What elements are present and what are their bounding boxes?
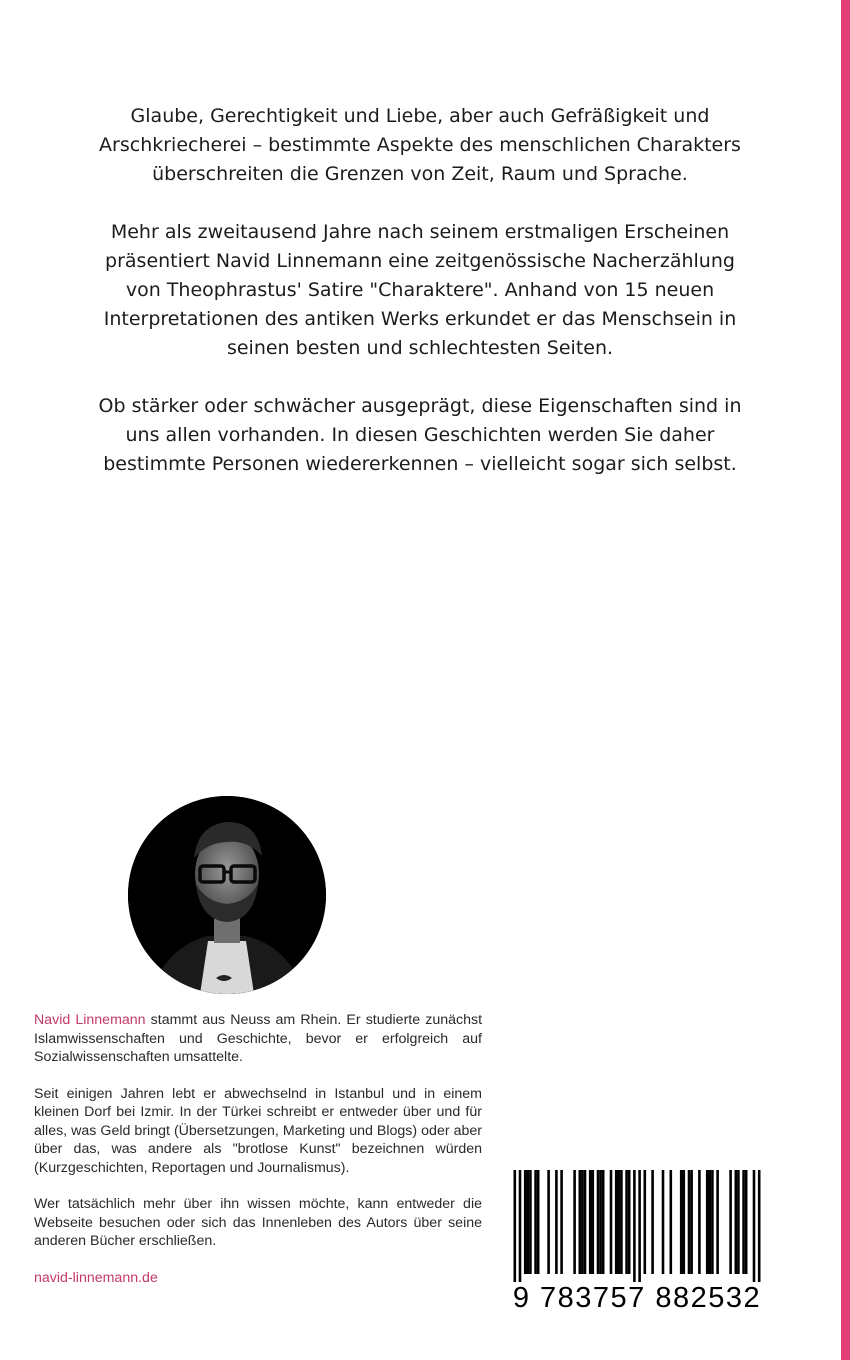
barcode-bar [519,1170,522,1282]
bio-paragraph-1 [34,1011,482,1067]
barcode-bar [683,1170,686,1274]
blurb-paragraph-3: Ob stärker oder schwächer ausgeprägt, diese Eigenschaften sind in uns allen vorhanden. In diesen Geschichten werden Sie daher bestimmte Personen wiedererkennen – vielleicht sogar sich selbst. [98,395,742,475]
barcode-bar [716,1170,719,1274]
barcode-bar [610,1170,613,1274]
barcode-bar [709,1170,712,1274]
barcode-bar [638,1170,641,1282]
author-portrait [128,796,326,994]
blurb-paragraph-2: Mehr als zweitausend Jahre nach seinem erstmaligen Erscheinen präsentiert Navid Linnemann eine zeitgenössische Nacherzählung von Theophrastus' Satire "Charaktere". Anhand von 15 neuen Interpretationen des antiken Werks erkundet er das Menschsein in seinen besten und schlechtesten Seiten. [103,221,737,359]
barcode-bar [711,1170,714,1274]
barcode-bar [618,1170,621,1274]
barcode-bar [758,1170,761,1282]
barcode-bar [581,1170,584,1274]
barcode-bar [573,1170,576,1274]
barcode-bar [690,1170,693,1274]
barcode-bars [504,1170,770,1282]
barcode-bar [644,1170,647,1274]
barcode-bar [745,1170,748,1274]
barcode-bar [670,1170,673,1274]
barcode-bar [706,1170,709,1274]
barcode-bar [698,1170,701,1274]
barcode-bar [742,1170,745,1274]
isbn-barcode [504,1170,770,1316]
barcode-bar [753,1170,756,1282]
barcode-bar [537,1170,540,1274]
bio-paragraph-1-text: stammt aus Neuss am Rhein. Er studierte zunächst Islamwissenschaften und Geschichte, bevor er erfolgreich auf Sozialwissenschaften umsattelte. [34,1012,483,1065]
barcode-bar [534,1170,537,1274]
barcode-bar [524,1170,527,1274]
blurb-paragraph-1: Glaube, Gerechtigkeit und Liebe, aber auch Gefräßigkeit und Arschkriecherei – bestimmte Aspekte des menschlichen Charakters überschreiten die Grenzen von Zeit, Raum und Sprache. [99,105,741,185]
barcode-bar [680,1170,683,1274]
barcode-bar [633,1170,636,1282]
bio-paragraph-2: Seit einigen Jahren lebt er abwechselnd in Istanbul und in einem kleinen Dorf bei Izmir. In der Türkei schreibt er entweder über und für alles, was Geld bringt (Übersetzungen, Marketing und Blogs) oder aber über das, was andere als "brotlose Kunst" bezeichnen würden (Kurzgeschichten, Reportagen und Journalismus). [34,1085,482,1176]
barcode-bar [599,1170,602,1274]
barcode-bar [620,1170,623,1274]
barcode-bar [651,1170,654,1274]
barcode-bar [729,1170,732,1274]
barcode-bar [560,1170,563,1274]
barcode-bar [662,1170,665,1274]
spine-color-stripe [841,0,850,1360]
barcode-bar [625,1170,628,1274]
barcode-bar [737,1170,740,1274]
barcode-bar [529,1170,532,1274]
barcode-bar [584,1170,587,1274]
barcode-bar [555,1170,558,1274]
barcode-bar [514,1170,517,1282]
bio-paragraph-3: Wer tatsächlich mehr über ihn wissen möchte, kann entweder die Webseite besuchen oder sich das Innenleben des Autors über seine anderen Bücher erschließen. [34,1196,482,1249]
barcode-bar [688,1170,691,1274]
author-photo-image [128,796,326,994]
back-cover-blurb [95,102,745,508]
barcode-bar [592,1170,595,1274]
barcode-bar [597,1170,600,1274]
barcode-bar [527,1170,530,1274]
author-website-link[interactable]: navid-linnemann.de [34,1270,158,1286]
barcode-bar [579,1170,582,1274]
barcode-bar [735,1170,738,1274]
isbn-number: 9 783757 882532 [512,1282,762,1314]
barcode-bar [602,1170,605,1274]
barcode-bar [589,1170,592,1274]
barcode-bar [615,1170,618,1274]
barcode-bar [628,1170,631,1274]
barcode-bar [547,1170,550,1274]
author-bio [34,1011,482,1269]
author-name: Navid Linnemann [34,1012,146,1028]
